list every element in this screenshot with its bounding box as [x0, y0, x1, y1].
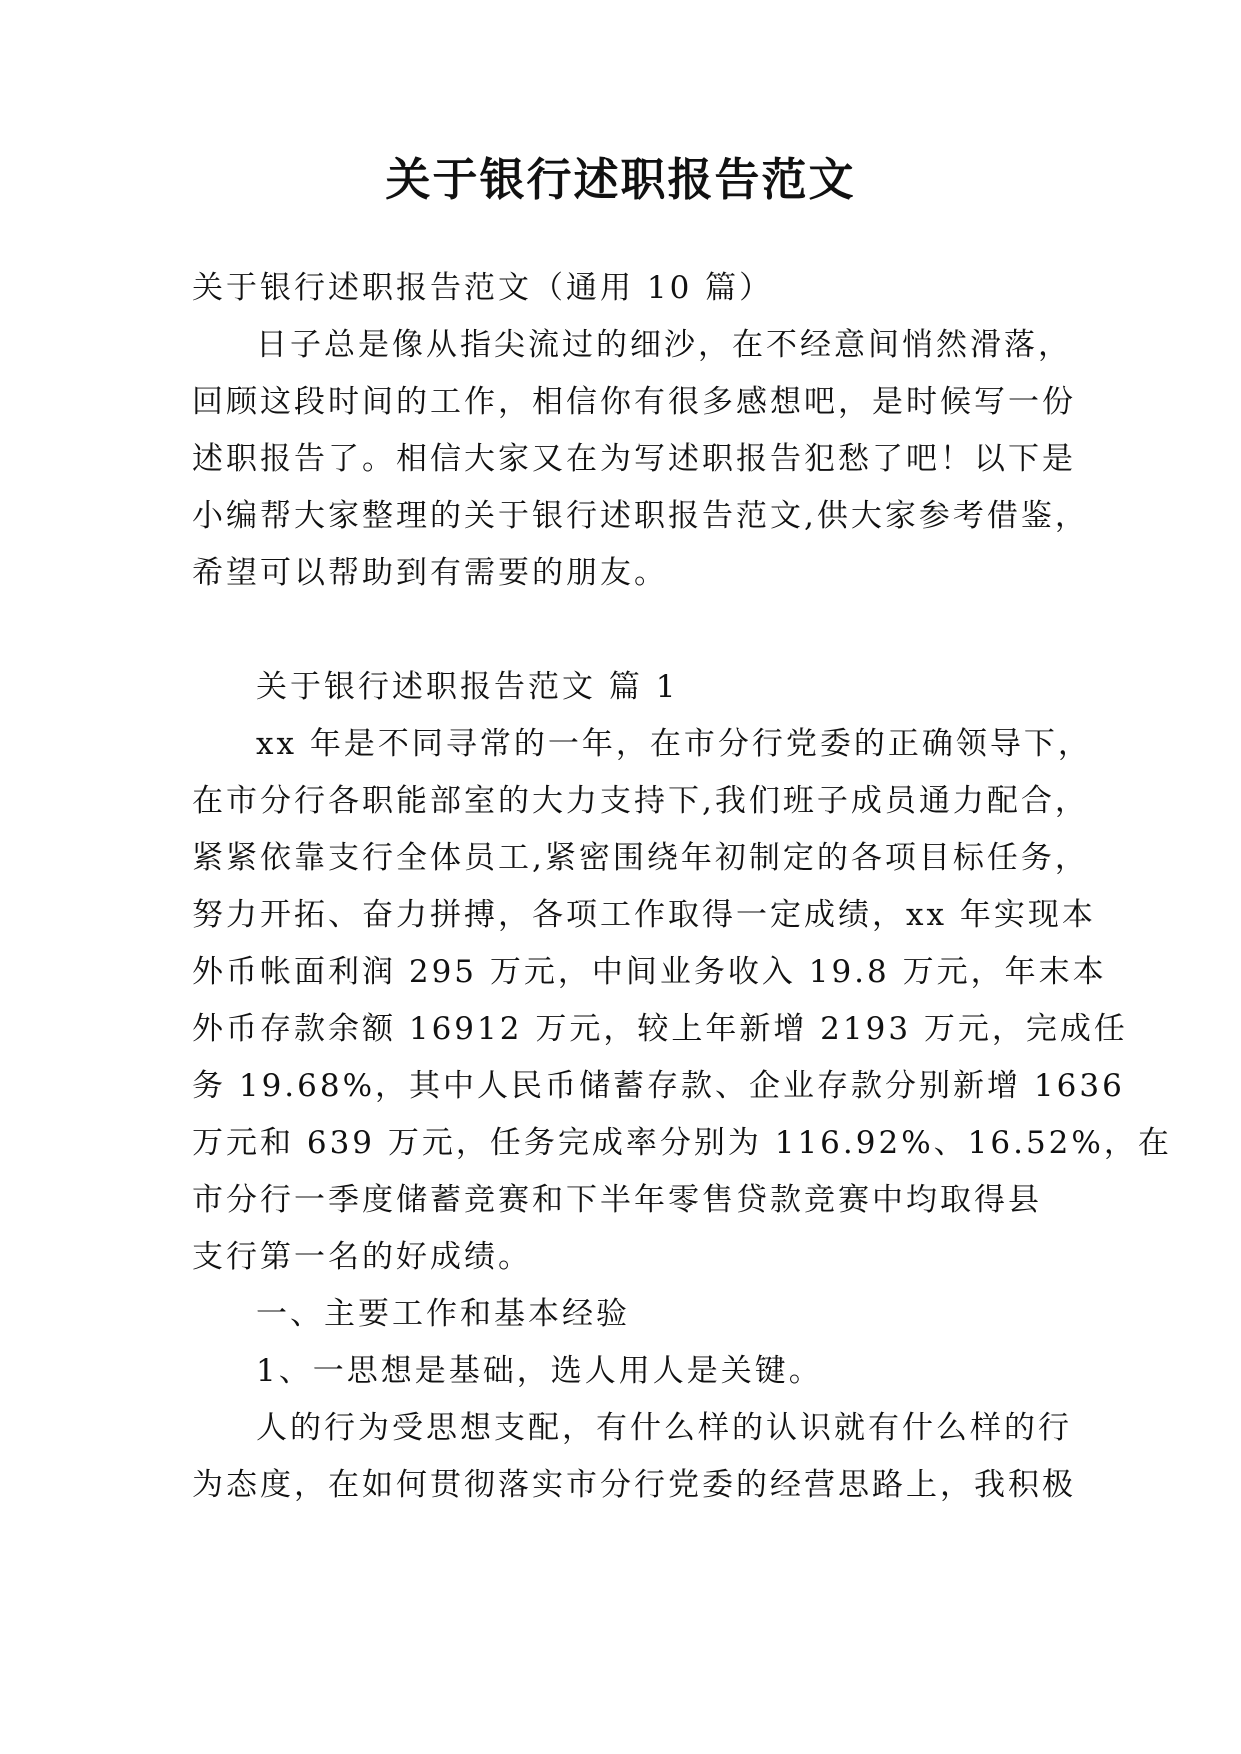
intro-line: 述职报告了。相信大家又在为写述职报告犯愁了吧！以下是 [192, 441, 1076, 477]
section-line: 外币存款余额 16912 万元，较上年新增 2193 万元，完成任 [192, 1011, 1128, 1047]
section-line: 务 19.68%，其中人民币储蓄存款、企业存款分别新增 1636 [192, 1068, 1125, 1104]
heading-one: 一、主要工作和基本经验 [256, 1296, 630, 1332]
item-one: 1、一思想是基础，选人用人是关键。 [256, 1353, 823, 1389]
section-line: 外币帐面利润 295 万元，中间业务收入 19.8 万元，年末本 [192, 954, 1107, 990]
document-body [192, 260, 1172, 1514]
section-line: 努力开拓、奋力拼搏，各项工作取得一定成绩，xx 年实现本 [192, 897, 1096, 933]
section-line: 在市分行各职能部室的大力支持下,我们班子成员通力配合， [192, 783, 1089, 819]
section-line: xx 年是不同寻常的一年，在市分行党委的正确领导下， [256, 726, 1092, 762]
section-line: 市分行一季度储蓄竞赛和下半年零售贷款竞赛中均取得县 [192, 1182, 1042, 1218]
intro-line: 回顾这段时间的工作，相信你有很多感想吧，是时候写一份 [192, 384, 1076, 420]
intro-line: 希望可以帮助到有需要的朋友。 [192, 555, 668, 591]
final-line: 人的行为受思想支配，有什么样的认识就有什么样的行 [256, 1410, 1072, 1446]
section-line: 支行第一名的好成绩。 [192, 1239, 532, 1275]
intro-line: 日子总是像从指尖流过的细沙，在不经意间悄然滑落， [256, 327, 1072, 363]
section-heading: 关于银行述职报告范文 篇 1 [256, 669, 679, 705]
section-line: 紧紧依靠支行全体员工,紧密围绕年初制定的各项目标任务， [192, 840, 1089, 876]
paragraph-gap [192, 602, 1054, 659]
document-title: 关于银行述职报告范文 [385, 153, 856, 206]
document-subtitle: 关于银行述职报告范文（通用 10 篇） [192, 270, 774, 306]
section-line: 万元和 639 万元，任务完成率分别为 116.92%、16.52%，在 [192, 1125, 1172, 1161]
final-line: 为态度，在如何贯彻落实市分行党委的经营思路上，我积极 [192, 1467, 1076, 1503]
intro-line: 小编帮大家整理的关于银行述职报告范文,供大家参考借鉴， [192, 498, 1089, 534]
